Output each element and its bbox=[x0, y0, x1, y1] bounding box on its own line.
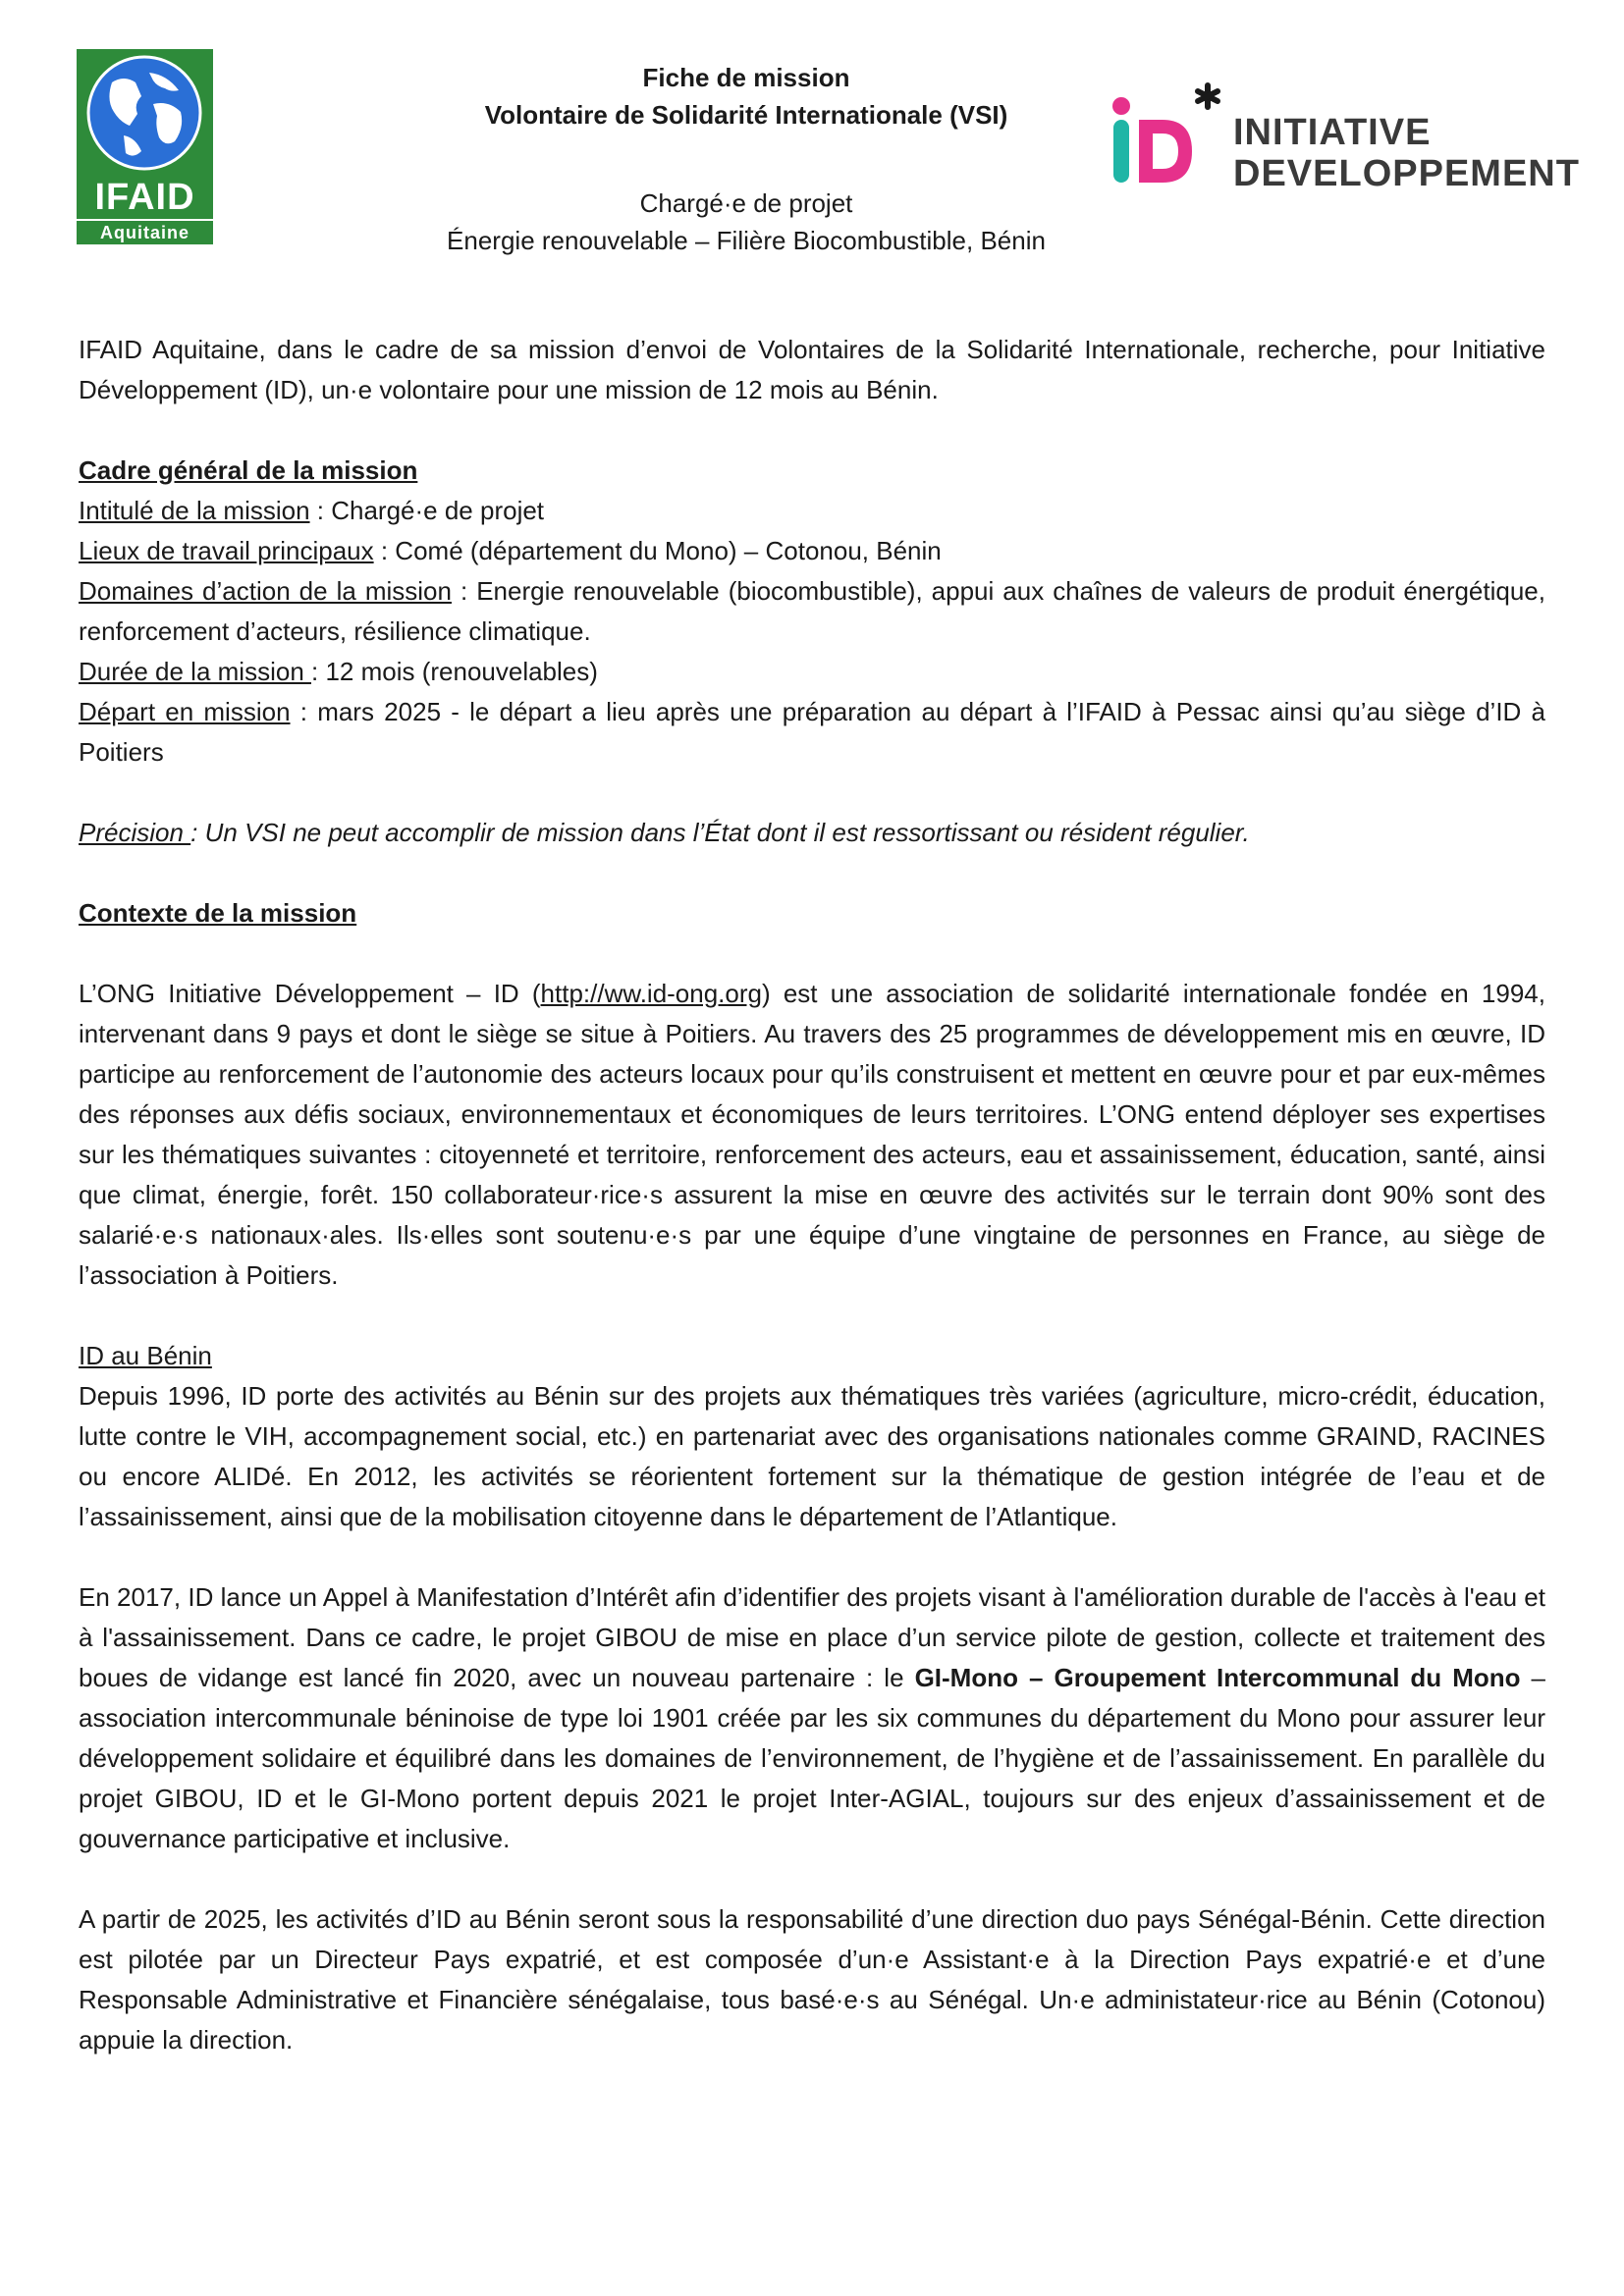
ifaid-logo bbox=[77, 49, 213, 244]
cadre-item-value: : Chargé·e de projet bbox=[309, 496, 545, 525]
cadre-item-value: : Comé (département du Mono) – Cotonou, Bénin bbox=[373, 536, 942, 565]
id-logo-line-1: INITIATIVE bbox=[1233, 112, 1432, 153]
cadre-item-label: Lieux de travail principaux bbox=[79, 536, 374, 565]
contexte-text: L’ONG Initiative Développement – ID ( bbox=[79, 979, 541, 1008]
id-website-link[interactable]: http://ww.id-ong.org bbox=[540, 979, 762, 1008]
cadre-item-label: Départ en mission bbox=[79, 697, 291, 726]
cadre-item-value: : mars 2025 - le départ a lieu après une préparation au départ à l’IFAID à Pessac ainsi qu’au siège d’ID à Poitiers bbox=[79, 697, 1545, 767]
globe-icon bbox=[84, 53, 205, 174]
cadre-item-value: : 12 mois (renouvelables) bbox=[311, 657, 598, 686]
cadre-item bbox=[79, 491, 1545, 531]
contexte-paragraph bbox=[79, 974, 1545, 1296]
cadre-item bbox=[79, 531, 1545, 571]
precision-note bbox=[79, 813, 1545, 853]
precision-text: : Un VSI ne peut accomplir de mission dans l’État dont il est ressortissant ou résident régulier. bbox=[190, 818, 1250, 847]
cadre-item-label: Intitulé de la mission bbox=[79, 496, 310, 525]
benin-paragraph-3: A partir de 2025, les activités d’ID au Bénin seront sous la responsabilité d’une direction duo pays Sénégal-Bénin. Cette direction est pilotée par un Directeur Pays expatrié, et est composée d’un·e Assistant·e à la Direction Pays expatrié·e et d’une Responsable Administrative et Financière sénégalaise, tous basé·e·s au Sénégal. Un·e administateur·rice au Bénin (Cotonou) appuie la direction. bbox=[79, 1904, 1545, 2055]
benin-paragraph-2 bbox=[79, 1577, 1545, 1859]
benin-paragraph-1: Depuis 1996, ID porte des activités au Bénin sur des projets aux thématiques très variées (agriculture, micro-crédit, éducation, lutte contre le VIH, accompagnement social, etc.) en partenariat avec des organisations nationales comme GRAIND, RACINES ou encore ALIDé. En 2012, les activités se réorientent fortement sur la thématique de gestion intégrée de l’eau et de l’assainissement, ainsi que de la mobilisation citoyenne dans le département de l’Atlantique. bbox=[79, 1381, 1545, 1531]
contexte-heading: Contexte de la mission bbox=[79, 898, 357, 928]
precision-label: Précision bbox=[79, 818, 191, 847]
ifaid-sub: Aquitaine bbox=[77, 221, 213, 244]
document-header bbox=[353, 59, 1139, 259]
cadre-item-label: Durée de la mission bbox=[79, 657, 311, 686]
intro-paragraph: IFAID Aquitaine, dans le cadre de sa mission d’envoi de Volontaires de la Solidarité Internationale, recherche, pour Initiative Développement (ID), un·e volontaire pour une mission de 12 mois au Bénin. bbox=[79, 335, 1545, 404]
title-line-2: Volontaire de Solidarité Internationale (VSI) bbox=[484, 100, 1008, 130]
initiative-developpement-logo bbox=[1110, 82, 1581, 200]
contexte-text: ) est une association de solidarité internationale fondée en 1994, intervenant dans 9 pays et dont le siège se situe à Poitiers. Au travers des 25 programmes de développement mis en œuvre, ID participe au renforcement de l’autonomie des acteurs locaux pour qu’ils construisent et mettent en œuvre pour et par eux-mêmes des réponses aux défis sociaux, environnementaux et économiques de leurs territoires. L’ONG entend déployer ses expertises sur les thématiques suivantes : citoyenneté et territoire, renforcement des acteurs, eau et assainissement, éducation, santé, ainsi que climat, énergie, forêt. 150 collaborateur·rice·s assurent la mise en œuvre des activités sur le terrain dont 90% sont des salarié·e·s nationaux·ales. Ils·elles sont soutenu·e·s par une équipe d’une vingtaine de personnes en France, au siège de l’association à Poitiers. bbox=[79, 979, 1545, 1290]
id-star-icon bbox=[1110, 82, 1227, 200]
benin-heading: ID au Bénin bbox=[79, 1341, 212, 1370]
cadre-item-label: Domaines d’action de la mission bbox=[79, 576, 452, 606]
role-line-2: Énergie renouvelable – Filière Biocombustible, Bénin bbox=[447, 226, 1046, 255]
ifaid-brand: IFAID bbox=[77, 176, 213, 219]
document-body bbox=[79, 330, 1545, 2060]
gi-mono-name: GI-Mono – Groupement Intercommunal du Mono bbox=[914, 1663, 1521, 1692]
title-line-1: Fiche de mission bbox=[642, 63, 850, 92]
benin-text: – association intercommunale béninoise de type loi 1901 créée par les six communes du département du Mono pour assurer leur développement solidaire et équilibré dans les domaines de l’environnement, de l’hygiène et de l’assainissement. En parallèle du projet GIBOU, ID et le GI-Mono portent depuis 2021 le projet Inter-AGIAL, toujours sur des enjeux d’assainissement et de gouvernance participative et inclusive. bbox=[79, 1663, 1545, 1853]
cadre-item-value: : Energie renouvelable (biocombustible), appui aux chaînes de valeurs de produit énergétique, renforcement d’acteurs, résilience climatique. bbox=[79, 576, 1545, 646]
cadre-item bbox=[79, 571, 1545, 652]
cadre-item bbox=[79, 692, 1545, 773]
role-line-1: Chargé·e de projet bbox=[639, 188, 853, 218]
id-logo-line-2: DEVELOPPEMENT bbox=[1233, 153, 1580, 194]
benin-text: En 2017, ID lance un Appel à Manifestation d’Intérêt afin d’identifier des projets visant à l'amélioration durable de l'accès à l'eau et à l'assainissement. Dans ce cadre, le projet GIBOU de mise en place d’un service pilote de gestion, collecte et traitement des boues de vidange est lancé fin 2020, avec un nouveau partenaire : le bbox=[79, 1582, 1545, 1692]
cadre-heading: Cadre général de la mission bbox=[79, 455, 418, 485]
cadre-item bbox=[79, 652, 1545, 692]
